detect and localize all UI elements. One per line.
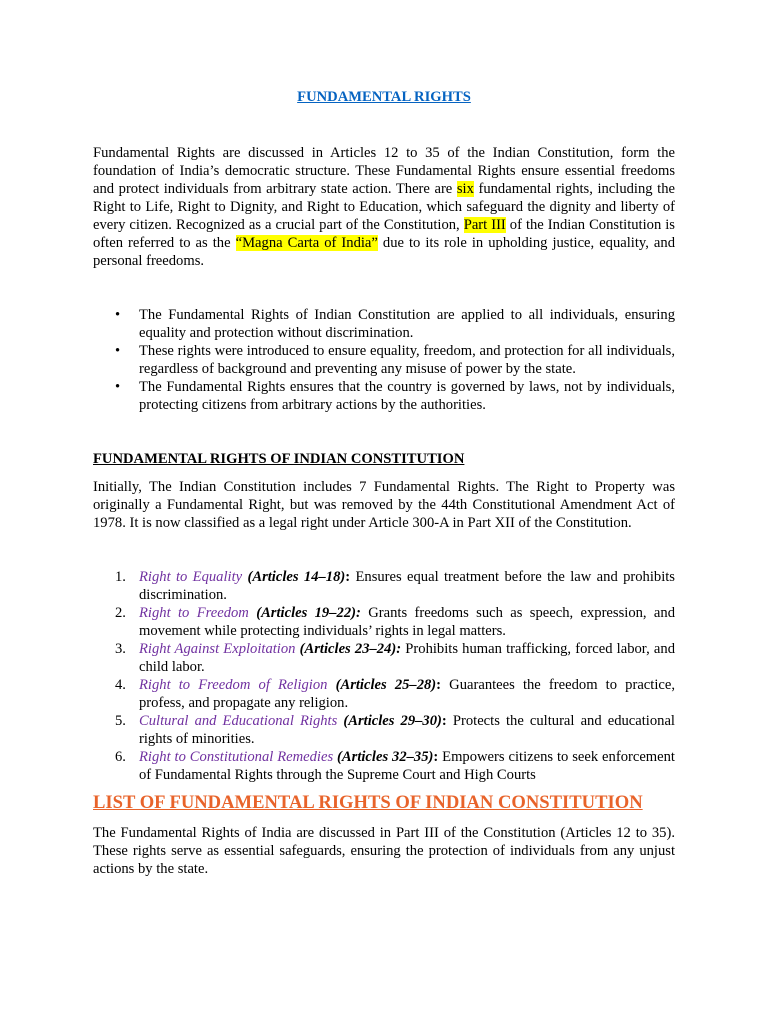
right-description: Guarantees the freedom to practice, profess, and propagate any religion. [139,677,675,711]
right-description: Empowers citizens to seek enforcement of Fundamental Rights through the Supreme Court and High Courts [139,749,675,783]
intro-paragraph [93,144,675,270]
right-articles: (Articles 23–24): [295,641,402,657]
list-item [115,640,675,676]
list-item [115,568,675,604]
right-colon: : [441,713,447,729]
intro-text-1: Fundamental Rights are discussed in Articles 12 to 35 of the Indian Constitution, form the foundation of India’s democratic structure. These Fundamental Rights ensure essential freedoms and protect individuals from arbitrary state action. There are [93,145,675,197]
right-name: Right to Freedom of Religion [139,677,328,693]
right-articles: (Articles 32–35) [333,749,434,765]
right-description: Protects the cultural and educational rights of minorities. [139,713,675,747]
intro-text-4: due to its role in upholding justice, equality, and personal freedoms. [93,235,675,269]
highlight-six: six [456,181,474,197]
right-name: Cultural and Educational Rights [139,713,338,729]
section-heading-fundamental-rights: FUNDAMENTAL RIGHTS OF INDIAN CONSTITUTION [93,451,465,467]
list-number: 2. [115,605,126,621]
right-colon: : [436,677,442,693]
list-item [115,306,675,342]
list-item [115,676,675,712]
list-number: 5. [115,713,126,729]
right-name: Right to Equality [139,569,243,585]
highlight-magna-carta: “Magna Carta of India” [235,235,378,251]
intro-text-2: fundamental rights, including the Right to Life, Right to Dignity, and Right to Education, which safeguard the dignity and liberty of every citizen. Recognized as a crucial part of the Constitution, [93,181,675,233]
bullet-text: These rights were introduced to ensure equality, freedom, and protection for all individuals, regardless of background and preventing any misuse of power by the state. [139,343,675,377]
intro-text-3: of the Indian Constitution is often referred to as the [93,217,675,251]
section-heading-list: LIST OF FUNDAMENTAL RIGHTS OF INDIAN CONSTITUTION [93,792,643,813]
page-title: FUNDAMENTAL RIGHTS [297,89,471,105]
highlight-part-iii: Part III [463,217,506,233]
right-articles: (Articles 19–22): [248,605,361,621]
bullet-list [93,306,675,414]
right-colon: : [433,749,439,765]
right-description: Prohibits human trafficking, forced labor, and child labor. [139,641,675,675]
rights-list [93,568,675,784]
list-item [115,604,676,640]
right-name: Right to Freedom [139,605,249,621]
list-item [115,378,675,414]
bullet-text: The Fundamental Rights of Indian Constitution are applied to all individuals, ensuring equality and protection without discrimination. [139,307,675,341]
list-number: 6. [115,749,126,765]
right-articles: (Articles 25–28) [327,677,437,693]
bullet-icon: • [115,379,121,395]
list-item [115,748,675,784]
right-articles: (Articles 14–18) [242,569,346,585]
section-paragraph: The Fundamental Rights of India are discussed in Part III of the Constitution (Articles 12 to 35). These rights serve as essential safeguards, ensuring the protection of individuals from any unjust actions by the state. [93,825,675,877]
list-number: 1. [115,569,126,585]
right-name: Right to Constitutional Remedies [139,749,334,765]
right-name: Right Against Exploitation [139,641,296,657]
list-number: 4. [115,677,126,693]
bullet-text: The Fundamental Rights ensures that the country is governed by laws, not by individuals, protecting citizens from arbitrary actions by the authorities. [139,379,675,413]
right-colon: : [345,569,351,585]
bullet-icon: • [115,343,121,359]
right-articles: (Articles 29–30) [337,713,442,729]
list-item [115,342,675,378]
bullet-icon: • [115,307,121,323]
right-description: Grants freedoms such as speech, expression, and movement while protecting individuals’ rights in legal matters. [139,605,676,639]
list-item [115,712,675,748]
right-description: Ensures equal treatment before the law and prohibits discrimination. [139,569,675,603]
section-paragraph: Initially, The Indian Constitution includes 7 Fundamental Rights. The Right to Property was originally a Fundamental Right, but was removed by the 44th Constitutional Amendment Act of 1978. It is now classified as a legal right under Article 300-A in Part XII of the Constitution. [93,479,675,531]
list-number: 3. [115,641,126,657]
